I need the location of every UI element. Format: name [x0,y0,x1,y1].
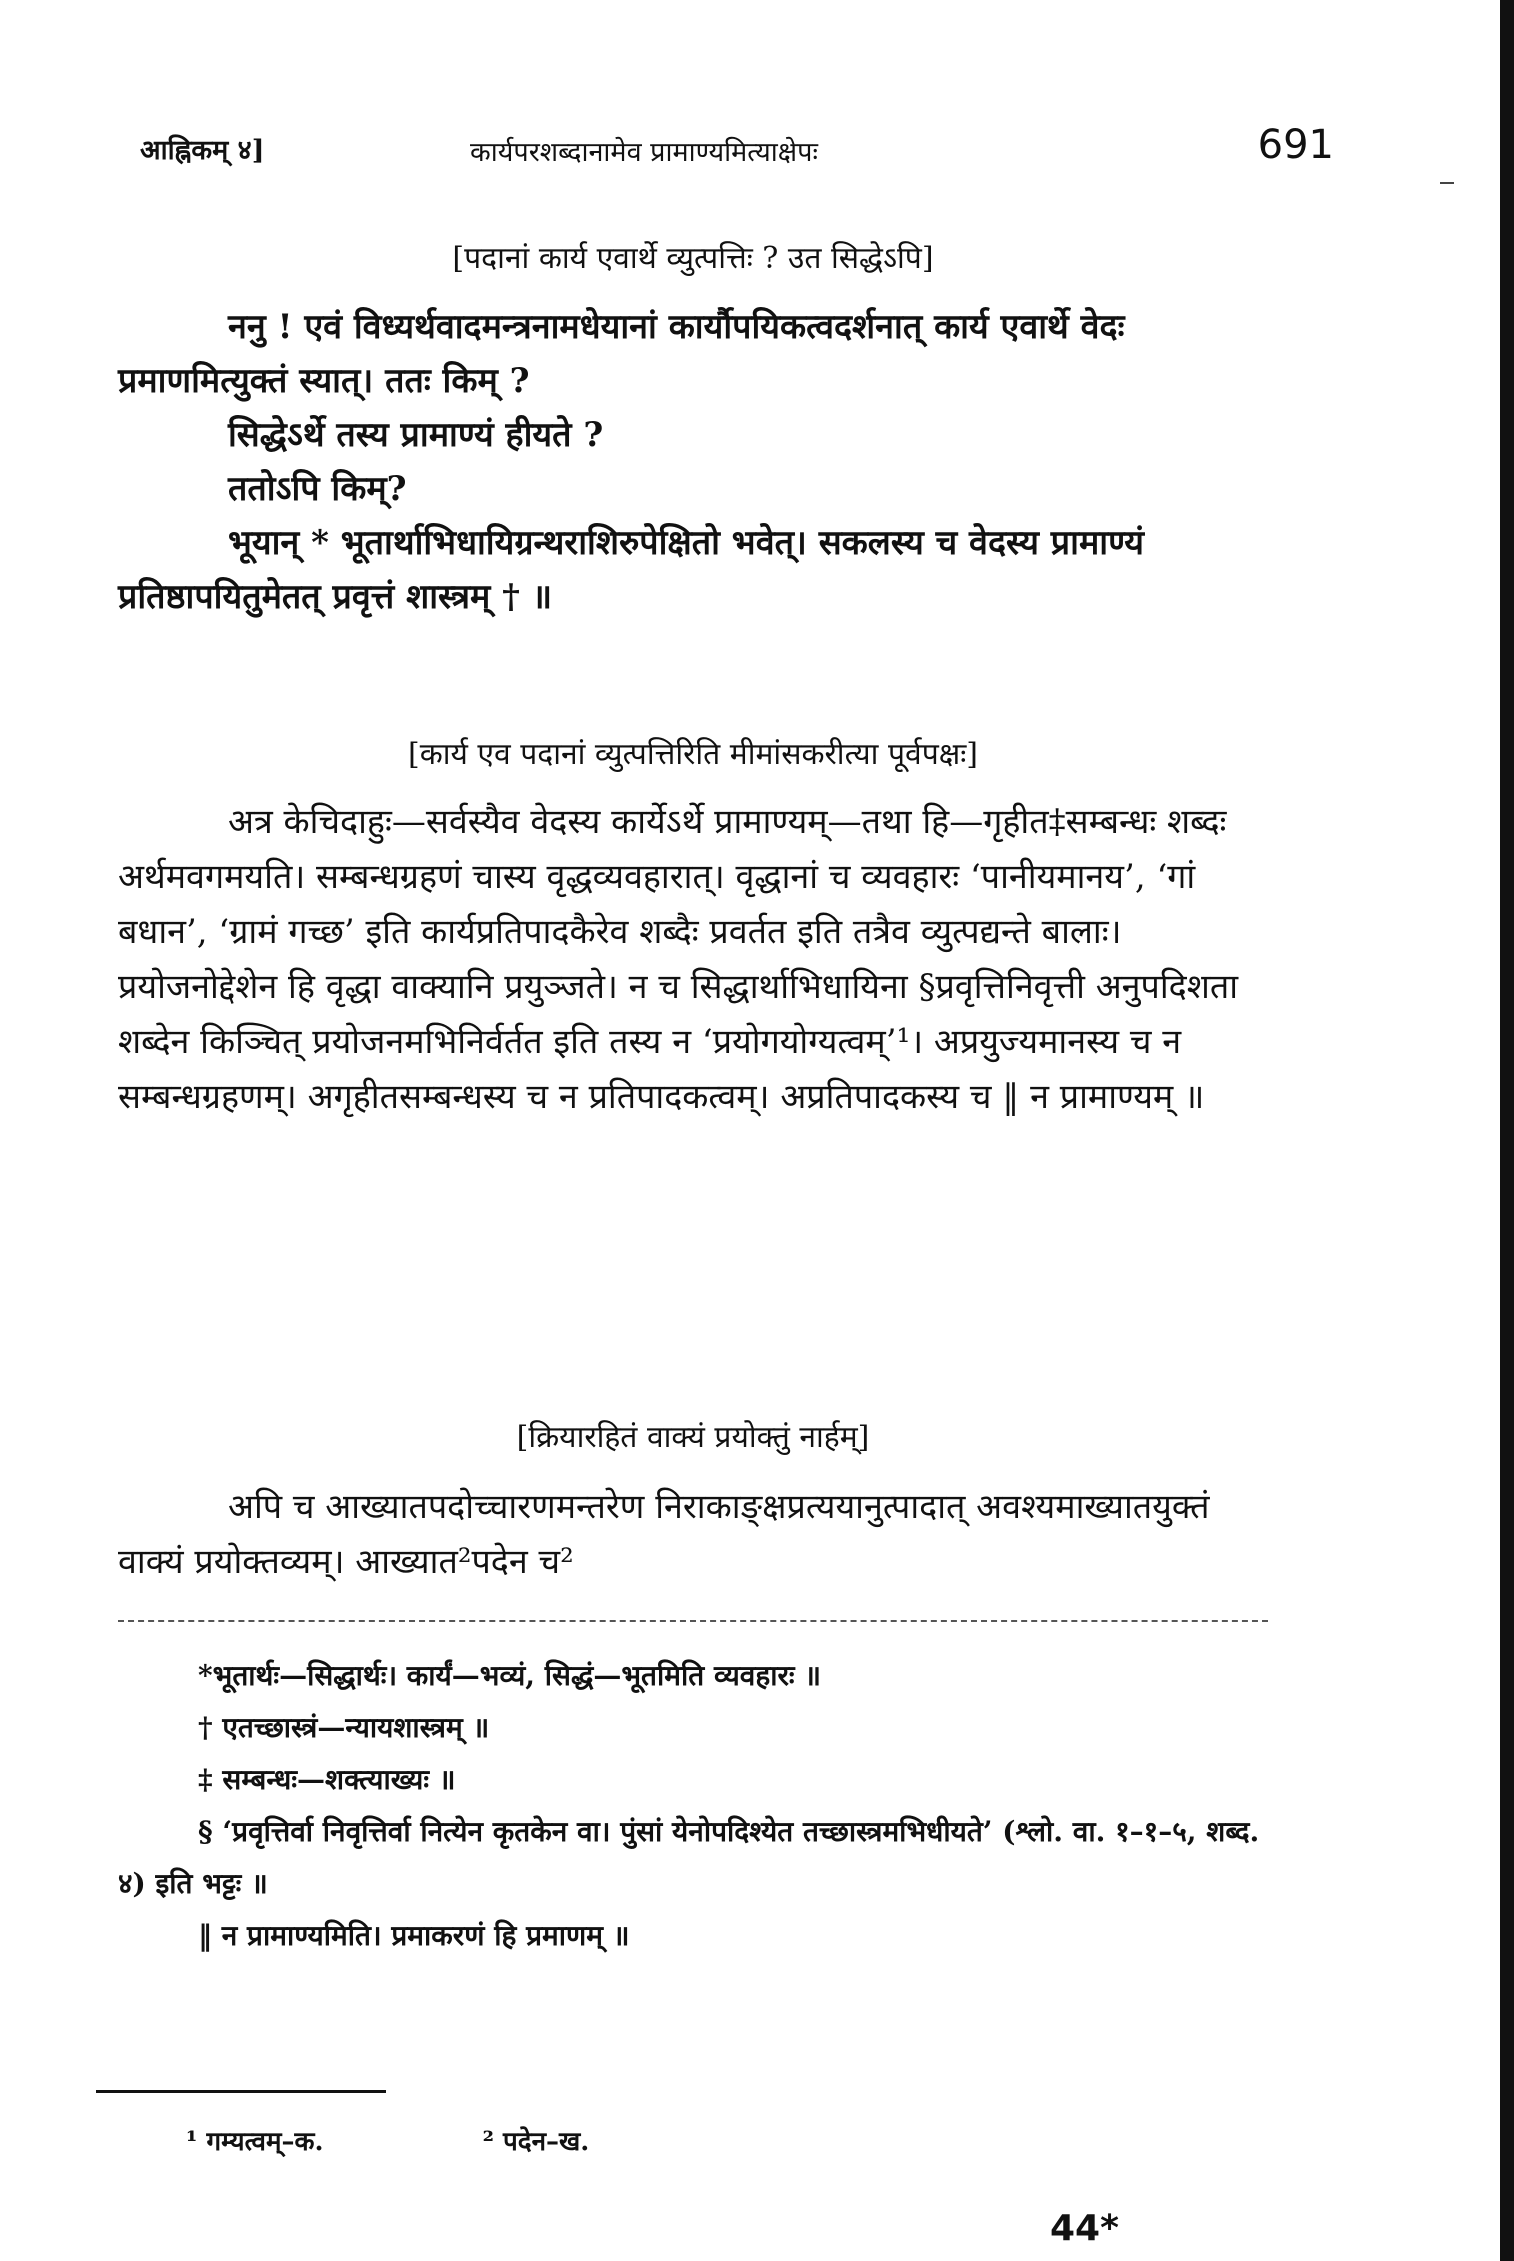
section-1-body [118,300,1268,624]
section-2-body: अत्र केचिदाहुः—सर्वस्यैव वेदस्य कार्येऽर्थे प्रामाण्यम्—तथा हि—गृहीत‡सम्बन्धः शब्दः अर्थमवगमयति। सम्बन्धग्रहणं चास्य वृद्धव्यवहारात्। वृद्धानां च व्यवहारः ‘पानीयमानय’, ‘गां बधान’, ‘ग्रामं गच्छ’ इति कार्यप्रतिपादकैरेव शब्दैः प्रवर्तत इति तत्रैव व्युत्पद्यन्ते बालाः। प्रयोजनोद्देशेन हि वृद्धा वाक्यानि प्रयुञ्जते। न च सिद्धार्थाभिधायिना §प्रवृत्तिनिवृत्ती अनुपदिशता शब्देन किञ्चित् प्रयोजनमभिनिर्वर्तत इति तस्य न ‘प्रयोगयोग्यत्वम्’¹। अप्रयुज्यमानस्य च न सम्बन्धग्रहणम्। अगृहीतसम्बन्धस्य च न प्रतिपादकत्वम्। अप्रतिपादकस्य च ‖ न प्रामाण्यम् ॥ [118,802,1239,1117]
paragraph: भूयान् * भूतार्थाभिधायिग्रन्थराशिरुपेक्षितो भवेत्। सकलस्य च वेदस्य प्रामाण्यं प्रतिष्ठापयितुमेतत् प्रवृत्तं शास्त्रम् † ॥ [118,523,1144,617]
page-number: 691 [1257,122,1334,168]
footnotes [118,1650,1268,1962]
footnote: § ‘प्रवृत्तिर्वा निवृत्तिर्वा नित्येन कृतकेन वा। पुंसां येनोपदिश्येत तच्छास्त्रमभिधीयते’ (श्लो. वा. १–१–५, शब्द. ४) इति भट्टः ॥ [118,1815,1260,1900]
footnote: † एतच्छास्त्रं—न्यायशास्त्रम् ॥ [198,1711,490,1744]
footnote: *भूतार्थः—सिद्धार्थः। कार्यं—भव्यं, सिद्धं—भूतमिति व्यवहारः ॥ [198,1659,822,1692]
running-header [120,120,1334,180]
section-heading-1: [पदानां कार्य एवार्थे व्युत्पत्तिः ? उत सिद्धेऽपि] [452,241,934,276]
variant-note: ² पदेन–ख. [482,2127,590,2157]
paragraph: ननु ! एवं विध्यर्थवादमन्त्रनामधेयानां कार्यौपयिकत्वदर्शनात् कार्य एवार्थे वेदः प्रमाणमित्युक्तं स्यात्। ततः किम् ? [118,307,1125,401]
footnote-separator [118,1620,1268,1622]
signature-mark: 44* [1050,2208,1119,2249]
section-heading-3: [क्रियारहितं वाक्यं प्रयोक्तुं नार्हम्] [516,1420,870,1455]
scan-edge-shadow [1500,0,1514,2261]
section-3-body: अपि च आख्यातपदोच्चारणमन्तरेण निराकाङ्क्षप्रत्ययानुत्पादात् अवश्यमाख्यातयुक्तं वाक्यं प्रयोक्तव्यम्। आख्यात²पदेन च² [118,1487,1210,1582]
section-heading-2: [कार्य एव पदानां व्युत्पत्तिरिति मीमांसकरीत्या पूर्वपक्षः] [407,737,979,772]
paragraph: सिद्धेऽर्थे तस्य प्रामाण्यं हीयते ? [228,415,604,455]
running-header-left: आह्निकम् ४] [140,135,265,166]
running-header-title: कार्यपरशब्दानामेव प्रामाण्यमित्याक्षेपः [470,137,818,168]
scan-mark [1440,182,1454,184]
footnote: ‡ सम्बन्धः—शक्त्याख्यः ॥ [198,1763,456,1796]
paragraph: ततोऽपि किम्? [228,469,407,509]
footnote: ‖ न प्रामाण्यमिति। प्रमाकरणं हि प्रमाणम् ॥ [198,1919,630,1952]
variant-readings [186,2122,739,2158]
variant-note: ¹ गम्यत्वम्–क. [186,2127,324,2157]
variant-separator [96,2090,386,2093]
